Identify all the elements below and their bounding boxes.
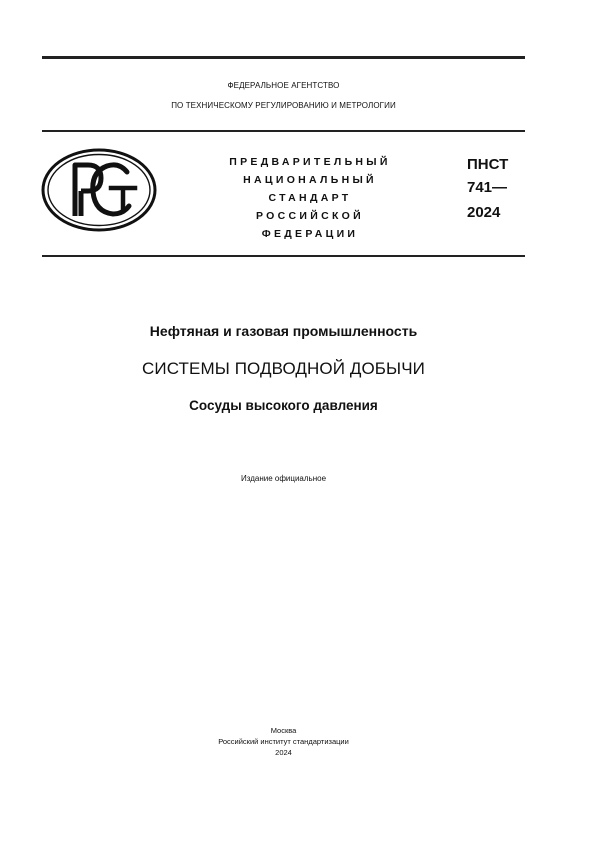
designation-year: 2024 [467,204,501,221]
subtitle: Сосуды высокого давления [189,398,378,413]
agency-line-2: ПО ТЕХНИЧЕСКОМУ РЕГУЛИРОВАНИЮ И МЕТРОЛОГИИ [171,101,396,110]
gost-r-logo-icon [41,148,157,232]
edition-label: Издание официальное [240,474,327,483]
main-title: СИСТЕМЫ ПОДВОДНОЙ ДОБЫЧИ [142,359,425,378]
designation-number: 741— [467,179,508,196]
imprint-year: 2024 [275,748,292,757]
bottom-rule [42,255,525,257]
standard-type-line-5: ФЕДЕРАЦИИ [261,228,359,240]
standard-type-line-4: РОССИЙСКОЙ [256,210,364,222]
middle-rule [42,130,525,132]
top-rule [42,56,525,59]
standard-type-line-3: СТАНДАРТ [268,192,352,204]
standard-type-line-1: ПРЕДВАРИТЕЛЬНЫЙ [229,156,391,168]
imprint-publisher: Российский институт стандартизации [218,737,349,746]
industry-title: Нефтяная и газовая промышленность [149,323,418,339]
standard-type-line-2: НАЦИОНАЛЬНЫЙ [243,174,377,186]
designation-prefix: ПНСТ [467,156,509,173]
imprint-city: Москва [270,726,297,735]
agency-line-1: ФЕДЕРАЛЬНОЕ АГЕНТСТВО [227,81,340,90]
